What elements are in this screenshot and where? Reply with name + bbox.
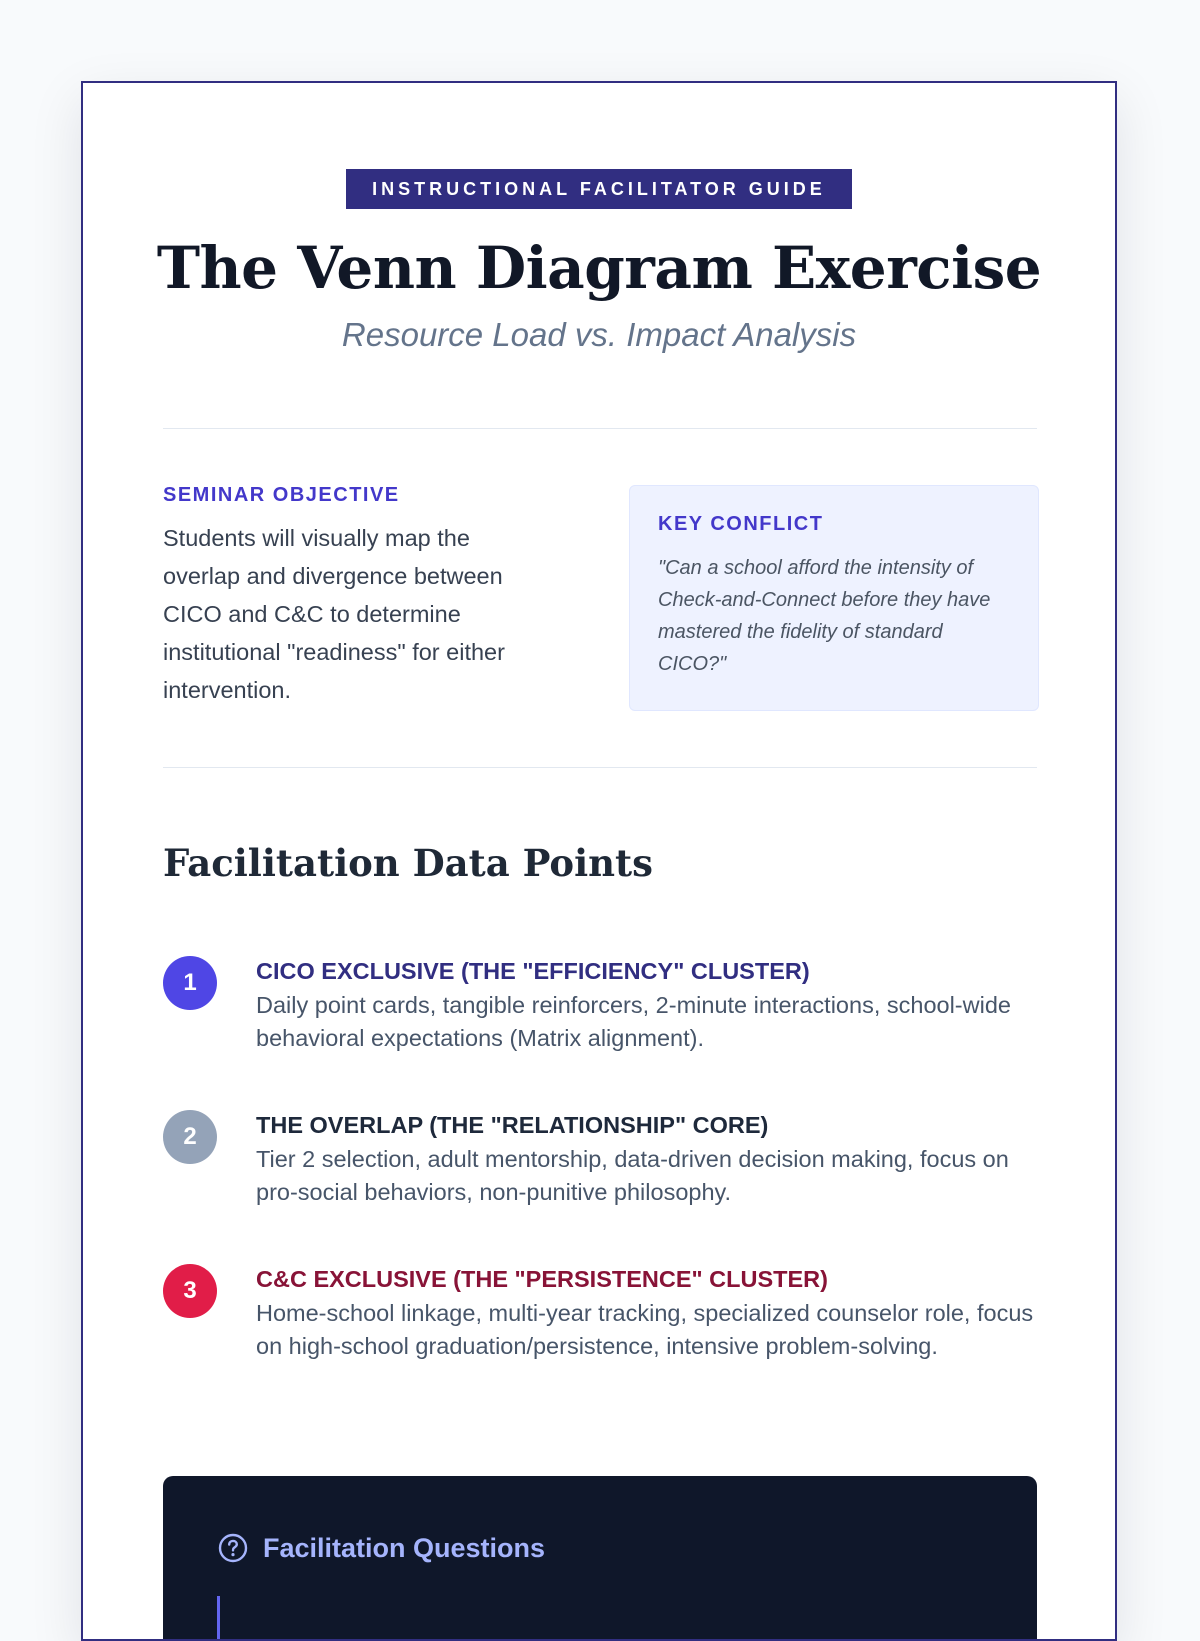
data-point-body bbox=[256, 956, 1046, 1055]
guide-badge: INSTRUCTIONAL FACILITATOR GUIDE bbox=[346, 169, 852, 209]
page-title: The Venn Diagram Exercise bbox=[156, 234, 1042, 302]
data-point-description: Tier 2 selection, adult mentorship, data-driven decision making, focus on pro-social behaviors, non-punitive philosophy. bbox=[256, 1146, 1009, 1205]
seminar-objective bbox=[163, 483, 553, 709]
data-point-title: THE OVERLAP (THE "RELATIONSHIP" CORE) bbox=[256, 1112, 769, 1138]
question-accent-bar bbox=[217, 1596, 220, 1641]
data-point-number-badge: 2 bbox=[163, 1110, 217, 1164]
data-point-number-badge: 3 bbox=[163, 1264, 217, 1318]
divider-top bbox=[163, 428, 1037, 429]
facilitation-questions-panel bbox=[163, 1476, 1037, 1641]
facilitator-guide-card bbox=[81, 81, 1117, 1641]
data-point-number-badge: 1 bbox=[163, 956, 217, 1010]
data-point-description: Home-school linkage, multi-year tracking, specialized counselor role, focus on high-school graduation/persistence, intensive problem-solving. bbox=[256, 1300, 1034, 1359]
data-point-body bbox=[256, 1264, 1046, 1363]
badge-wrap bbox=[83, 169, 1115, 209]
data-point-title: C&C EXCLUSIVE (THE "PERSISTENCE" CLUSTER) bbox=[256, 1266, 828, 1292]
questions-title: Facilitation Questions bbox=[263, 1533, 546, 1563]
key-conflict-box bbox=[629, 485, 1039, 711]
objective-text: Students will visually map the overlap and divergence between CICO and C&C to determine institutional "readiness" for either intervention. bbox=[163, 525, 505, 703]
divider-middle bbox=[163, 767, 1037, 768]
objective-label: SEMINAR OBJECTIVE bbox=[163, 484, 400, 506]
conflict-quote: "Can a school afford the intensity of Check-and-Connect before they have mastered the fidelity of standard CICO?" bbox=[658, 557, 991, 675]
page-subtitle: Resource Load vs. Impact Analysis bbox=[341, 316, 857, 353]
data-points-heading: Facilitation Data Points bbox=[163, 841, 653, 885]
question-circle-icon bbox=[217, 1532, 249, 1564]
data-point-body bbox=[256, 1110, 1046, 1209]
questions-header bbox=[217, 1531, 545, 1565]
data-point-description: Daily point cards, tangible reinforcers, 2-minute interactions, school-wide behavioral expectations (Matrix alignment). bbox=[256, 992, 1011, 1051]
conflict-label: KEY CONFLICT bbox=[658, 513, 824, 535]
data-point-title: CICO EXCLUSIVE (THE "EFFICIENCY" CLUSTER) bbox=[256, 958, 810, 984]
